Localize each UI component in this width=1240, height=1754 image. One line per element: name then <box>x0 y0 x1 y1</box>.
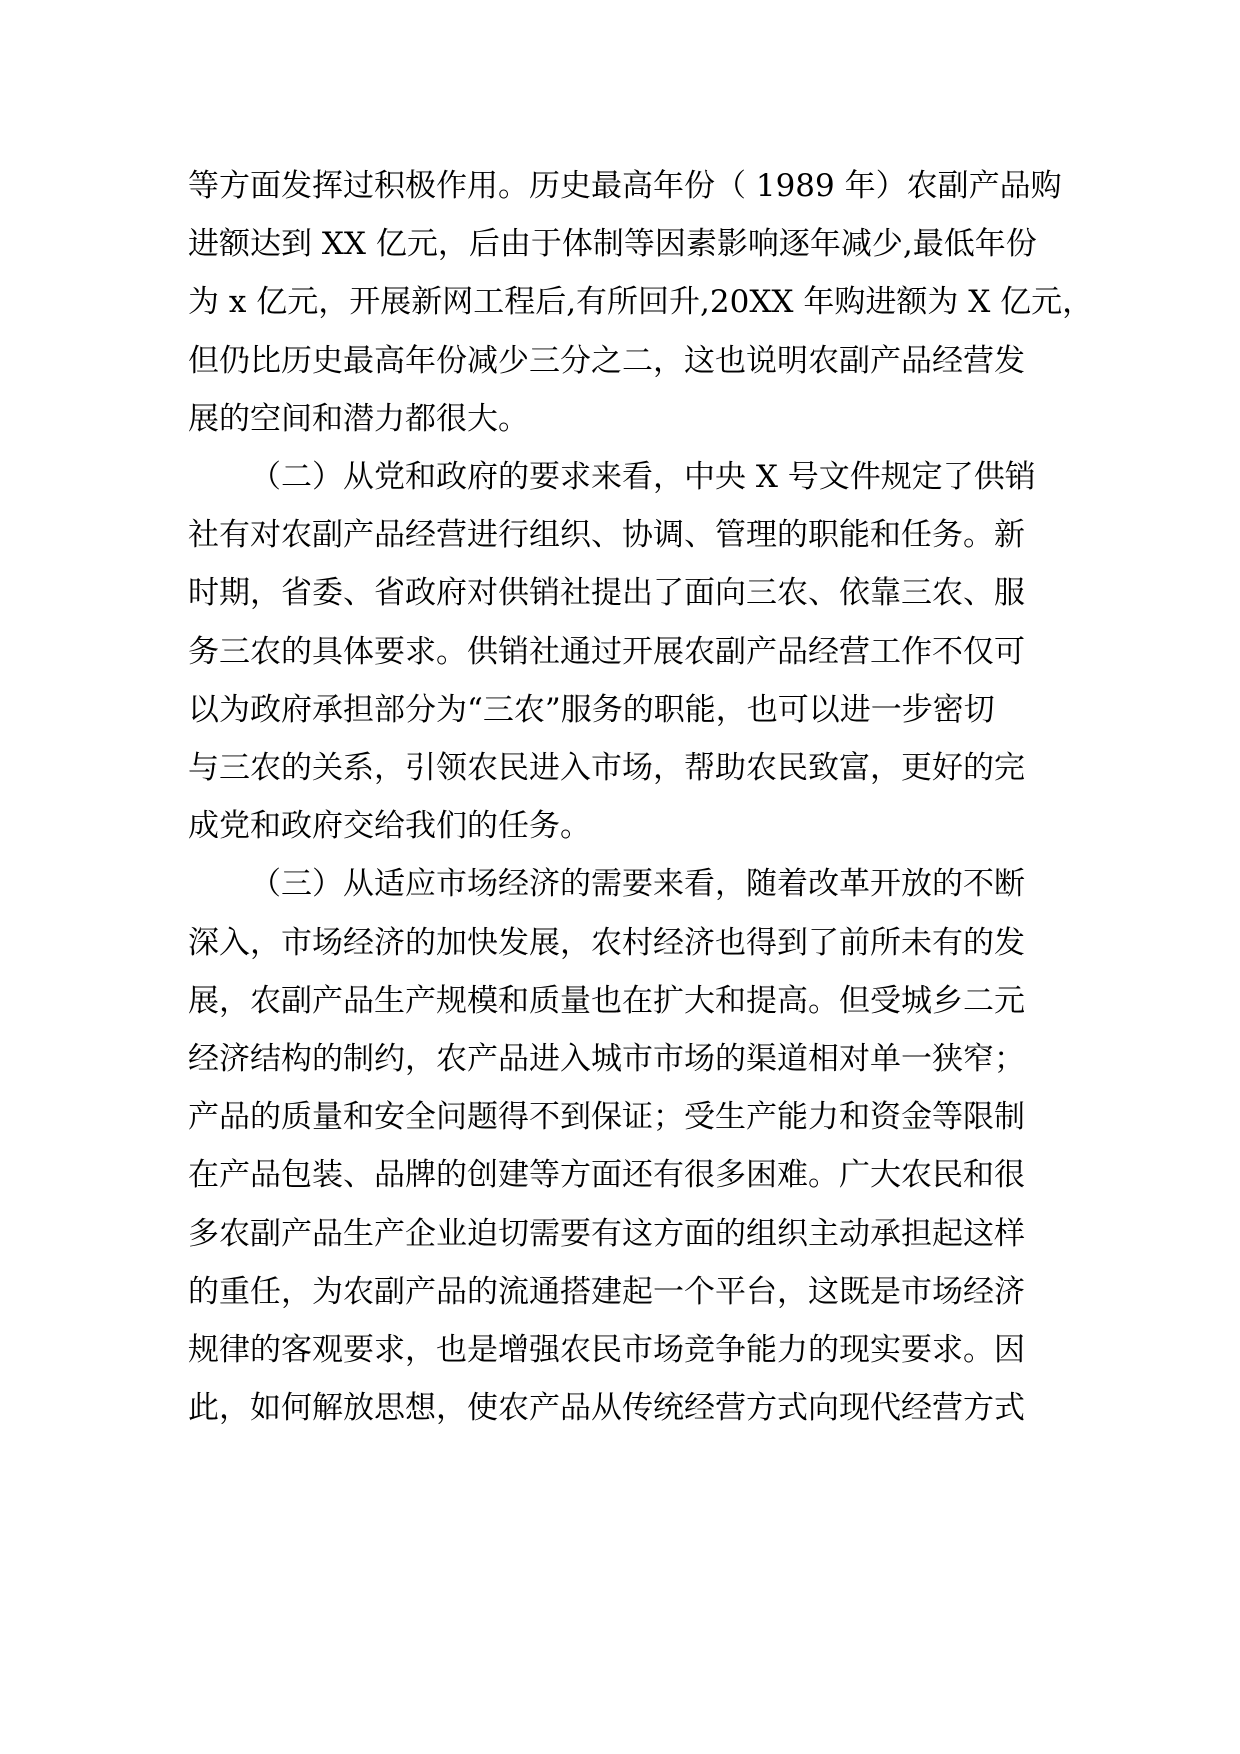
text-line: 的重任，为农副产品的流通搭建起一个平台，这既是市场经济 <box>188 1273 1025 1310</box>
text-line: 成党和政府交给我们的任务。 <box>188 808 591 845</box>
text-line: 产品的质量和安全问题得不到保证；受生产能力和资金等限制 <box>188 1099 1025 1136</box>
text-line: 以为政府承担部分为“三农”服务的职能，也可以进一步密切 <box>188 691 995 728</box>
text-line: 与三农的关系，引领农民进入市场，帮助农民致富，更好的完 <box>188 750 1025 786</box>
text-line: 进额达到 XX 亿元，后由于体制等因素影响逐年减少,最低年份 <box>188 226 1037 263</box>
text-line: 经济结构的制约，农产品进入城市市场的渠道相对单一狭窄； <box>188 1041 1025 1077</box>
paragraph-first-line: （三）从适应市场经济的需要来看，随着改革开放的不断 <box>250 866 1025 903</box>
text-line: 时期，省委、省政府对供销社提出了面向三农、依靠三农、服 <box>188 575 1025 612</box>
text-line: 此，如何解放思想，使农产品从传统经营方式向现代经营方式 <box>188 1390 1025 1427</box>
text-line: 深入，市场经济的加快发展，农村经济也得到了前所未有的发 <box>188 924 1025 961</box>
paragraph-first-line: （二）从党和政府的要求来看，中央 X 号文件规定了供销 <box>250 459 1036 495</box>
text-line: 在产品包装、品牌的创建等方面还有很多困难。广大农民和很 <box>188 1157 1025 1194</box>
text-line: 展，农副产品生产规模和质量也在扩大和提高。但受城乡二元 <box>188 982 1025 1019</box>
text-line: 但仍比历史最高年份减少三分之二，这也说明农副产品经营发 <box>188 342 1025 379</box>
text-line: 社有对农副产品经营进行组织、协调、管理的职能和任务。新 <box>188 517 1025 554</box>
text-line: 务三农的具体要求。供销社通过开展农副产品经营工作不仅可 <box>188 633 1025 670</box>
text-line: 等方面发挥过积极作用。历史最高年份（ 1989 年）农副产品购 <box>188 168 1062 204</box>
text-line: 为 x 亿元，开展新网工程后,有所回升,20XX 年购进额为 X 亿元， <box>188 284 1094 321</box>
text-line: 展的空间和潜力都很大。 <box>188 400 529 437</box>
text-line: 多农副产品生产企业迫切需要有这方面的组织主动承担起这样 <box>188 1215 1025 1252</box>
text-line: 规律的客观要求，也是增强农民市场竞争能力的现实要求。因 <box>188 1332 1025 1368</box>
